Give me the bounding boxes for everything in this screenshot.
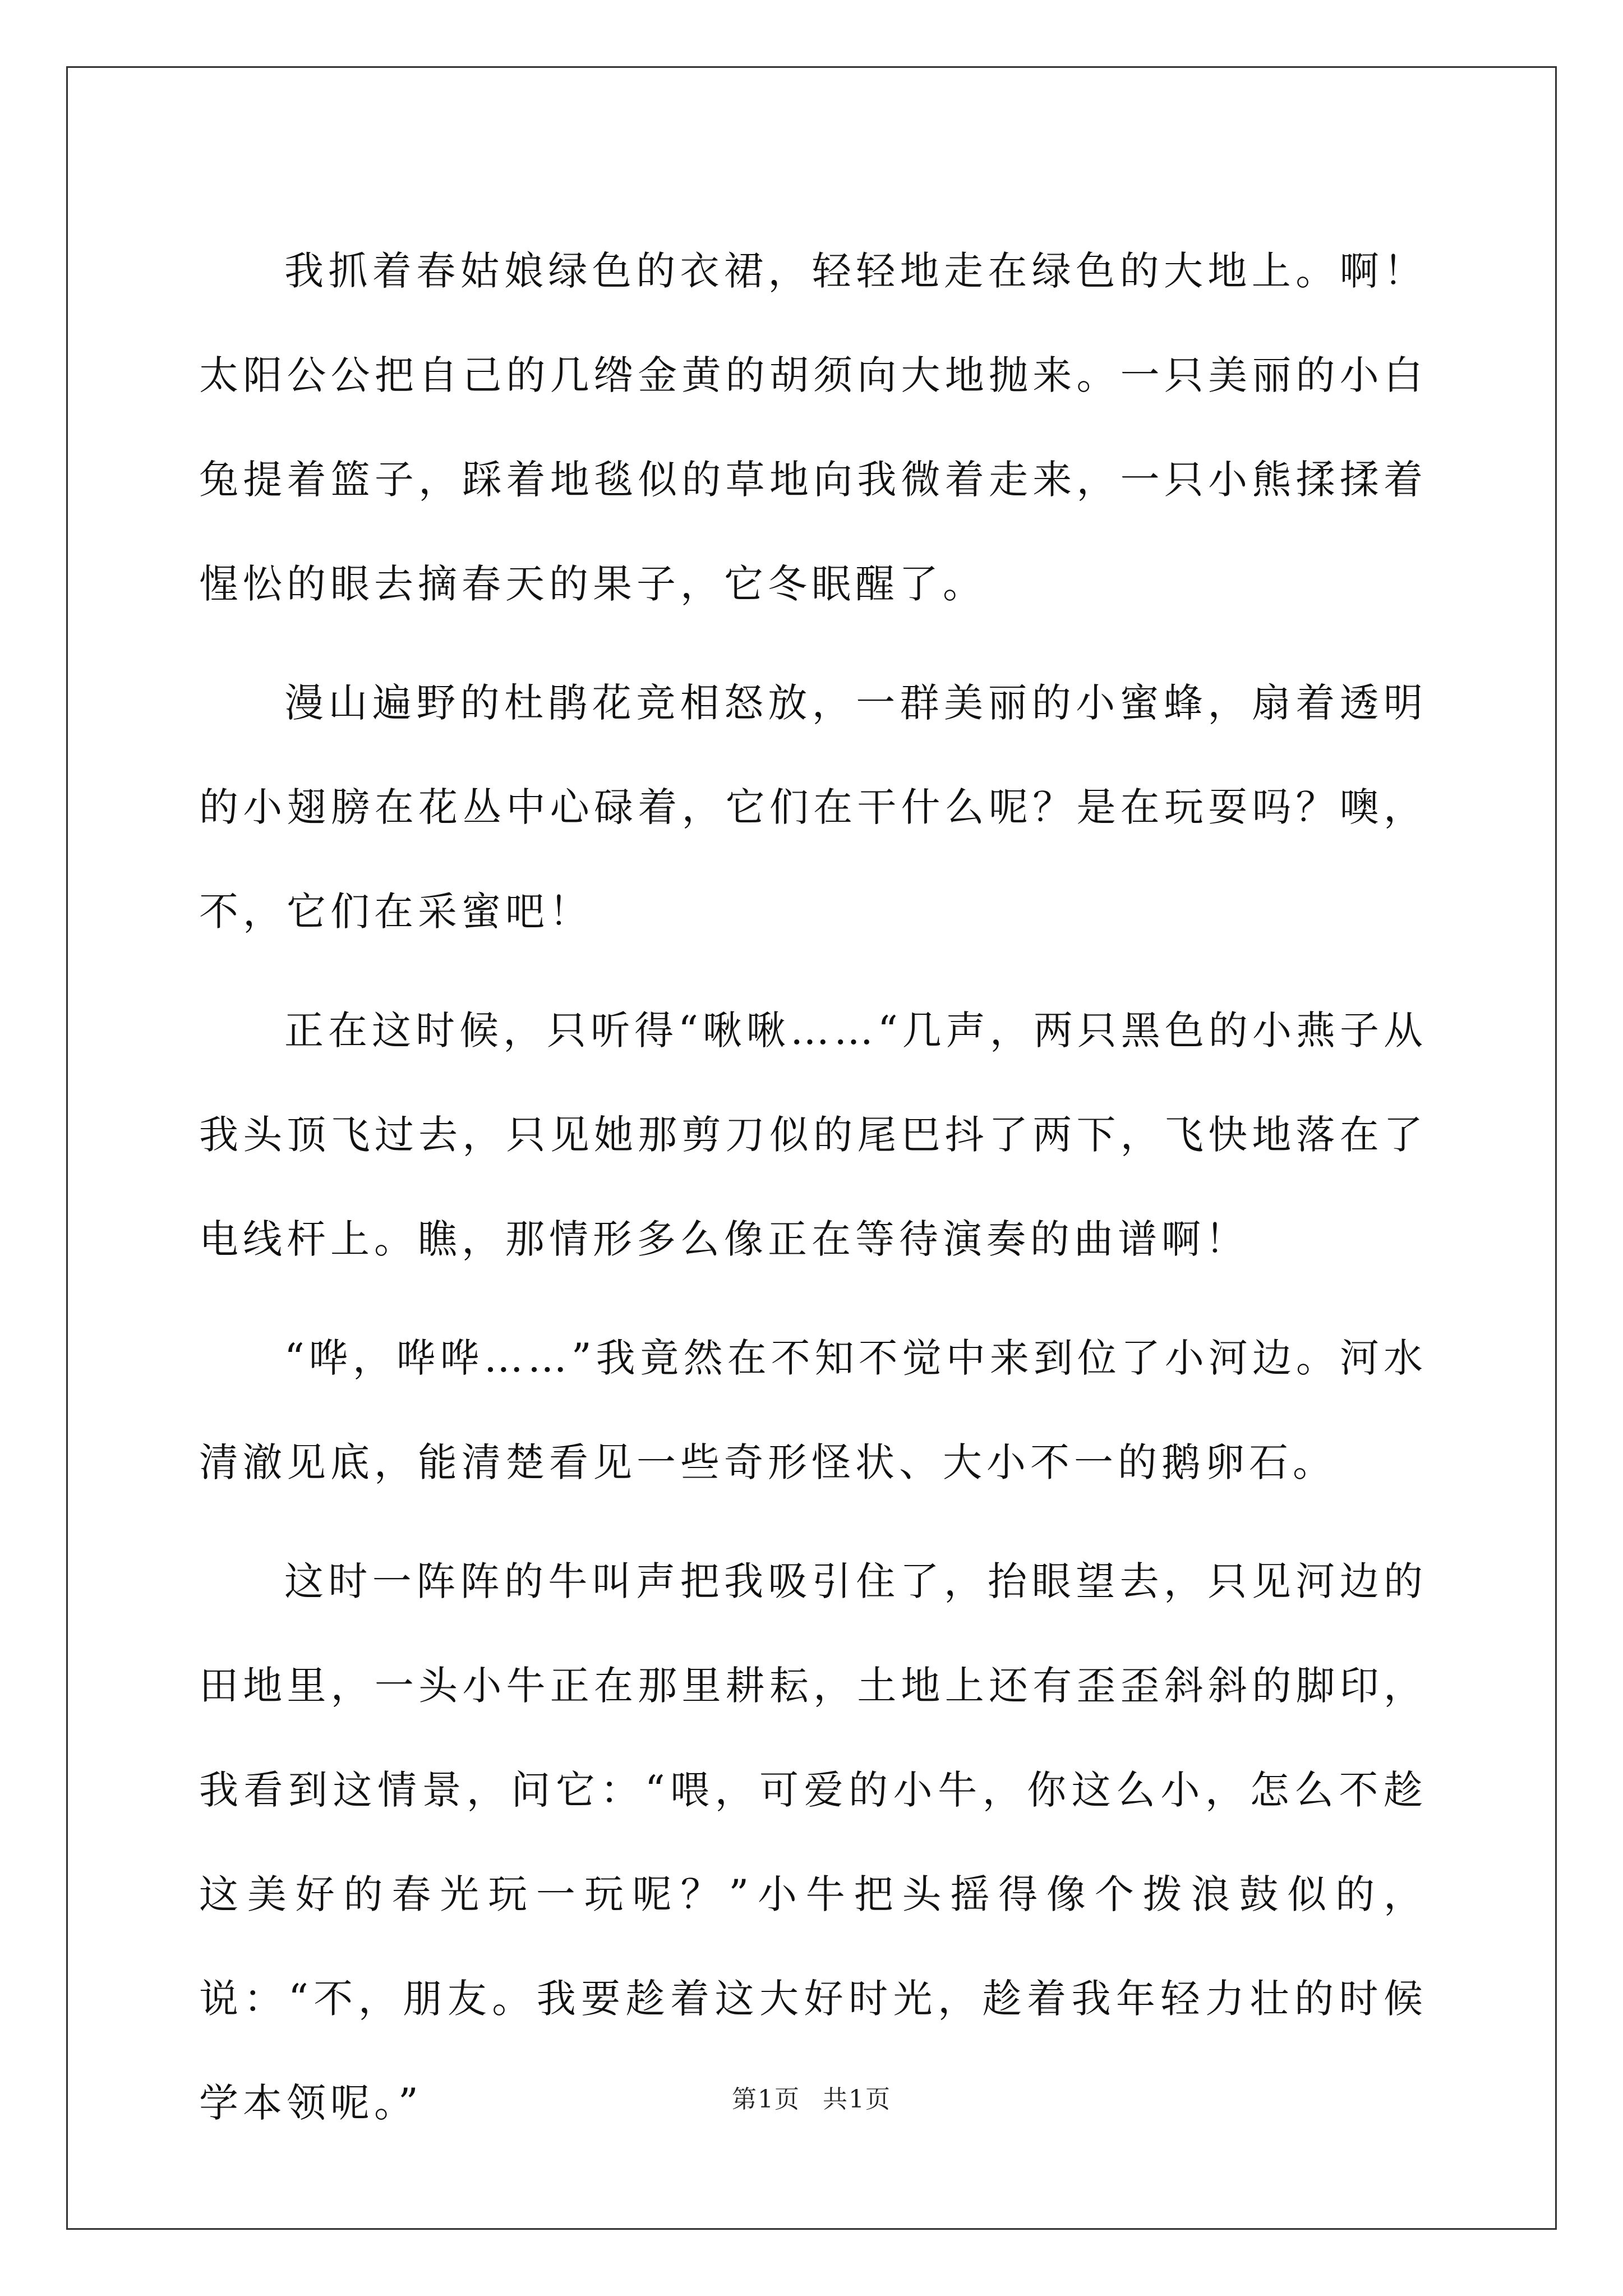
paragraph: 正在这时候，只听得“啾啾……“几声，两只黑色的小燕子从我头顶飞过去，只见她那剪刀似的尾巴抖了两下，飞快地落在了电线杆上。瞧，那情形多么像正在等待演奏的曲谱啊！ <box>199 1007 1427 1262</box>
page-footer <box>0 2079 1623 2115</box>
paragraph: 我抓着春姑娘绿色的衣裙，轻轻地走在绿色的大地上。啊！太阳公公把自己的几绺金黄的胡须向大地抛来。一只美丽的小白兔提着篮子，踩着地毯似的草地向我微着走来，一只小熊揉揉着惺忪的眼去摘春天的果子，它冬眠醒了。 <box>199 248 1427 607</box>
page-total: 共1页 <box>823 2085 891 2114</box>
page-number: 第1页 <box>732 2085 800 2114</box>
paragraph: 这时一阵阵的牛叫声把我吸引住了，抬眼望去，只见河边的田地里，一头小牛正在那里耕耘，土地上还有歪歪斜斜的脚印，我看到这情景，问它：“喂，可爱的小牛，你这么小，怎么不趁这美好的春光玩一玩呢？”小牛把头摇得像个拨浪鼓似的，说：“不，朋友。我要趁着这大好时光，趁着我年轻力壮的时候学本领呢。” <box>199 1558 1427 2126</box>
paragraph: 漫山遍野的杜鹃花竞相怒放，一群美丽的小蜜蜂，扇着透明的小翅膀在花丛中心碌着，它们在干什么呢？是在玩耍吗？噢，不，它们在采蜜吧！ <box>199 680 1427 935</box>
document-body <box>199 219 1427 2170</box>
paragraph: “哗，哗哗……”我竟然在不知不觉中来到位了小河边。河水清澈见底，能清楚看见一些奇形怪状、大小不一的鹅卵石。 <box>199 1335 1427 1485</box>
